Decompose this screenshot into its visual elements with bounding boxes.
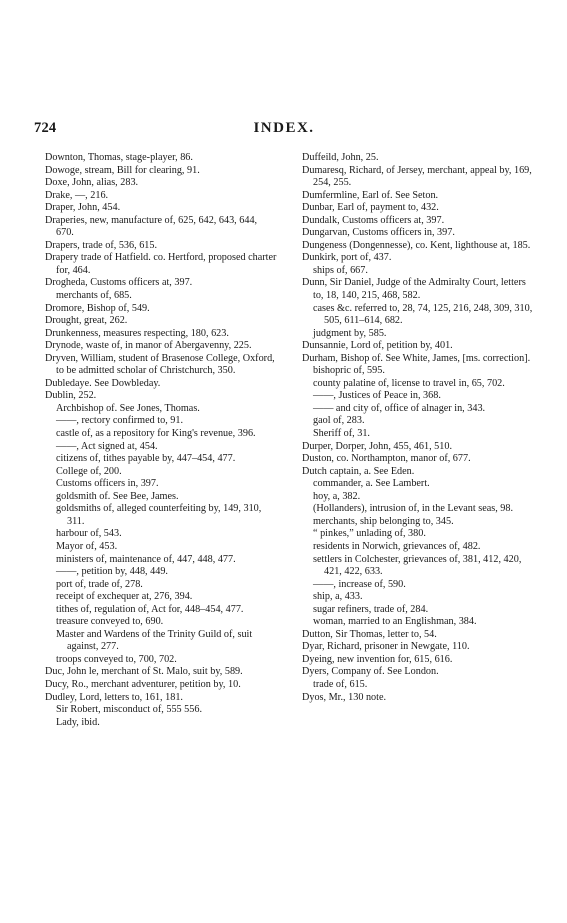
index-subentry [302,541,535,554]
index-entry-text: Ducy, Ro., merchant adventurer, petition by, 10. [45,678,241,690]
index-entry-text: ——, petition by, 448, 449. [56,566,168,578]
index-subentry [302,328,535,341]
index-entry-text: Dublin, 252. [45,390,97,402]
index-entry-text: Dryven, William, student of Brasenose College, Oxford, to be admitted scholar of Christchurch, 350. [45,352,275,377]
index-entry-text: Dunkirk, port of, 437. [302,252,392,264]
index-subentry [45,566,277,579]
index-entry [45,692,277,705]
index-entry-text: Dunsannie, Lord of, petition by, 401. [302,340,453,352]
index-entry [45,340,277,353]
index-subentry [45,591,277,604]
index-entry-text: Dyers, Company of. See London. [302,666,439,678]
index-subentry [302,390,535,403]
index-entry-text: (Hollanders), intrusion of, in the Levant seas, 98. [313,503,514,515]
index-entry [302,654,535,667]
index-entry-text: Doxe, John, alias, 283. [45,177,139,189]
index-entry [45,202,277,215]
index-entry [302,353,535,366]
index-entry-text: county palatine of, license to travel in, 65, 702. [313,377,505,389]
index-entry-text: Dyeing, new invention for, 615, 616. [302,653,453,665]
index-entry-text: sugar refiners, trade of, 284. [313,603,429,615]
index-entry-text: Dromore, Bishop of, 549. [45,302,150,314]
index-entry [302,641,535,654]
index-entry [302,227,535,240]
index-entry-text: castle of, as a repository for King's revenue, 396. [56,428,256,440]
index-subentry [302,591,535,604]
index-entry-text: commander, a. See Lambert. [313,478,430,490]
index-entry-text: “ pinkes,” unlading of, 380. [313,528,426,540]
index-entry-text: residents in Norwich, grievances of, 482. [313,540,481,552]
index-entry-text: —— and city of, office of alnager in, 343. [313,402,486,414]
index-subentry [45,415,277,428]
index-entry-text: Dunbar, Earl of, payment to, 432. [302,202,439,214]
index-entry-text: Drunkenness, measures respecting, 180, 623. [45,327,229,339]
index-entry-text: goldsmiths of, alleged counterfeiting by, 149, 310, 311. [56,503,262,527]
index-subentry [302,616,535,629]
index-entry [45,177,277,190]
index-subentry [302,528,535,541]
index-entry-text: Sir Robert, misconduct of, 555 556. [56,704,203,716]
index-subentry [45,453,277,466]
index-entry [302,202,535,215]
index-entry-text: judgment by, 585. [313,327,387,339]
index-entry-text: Dutton, Sir Thomas, letter to, 54. [302,628,437,640]
index-subentry [302,415,535,428]
index-subentry [302,265,535,278]
page-number: 724 [34,120,57,136]
index-entry-text: Lady, ibid. [56,716,100,728]
index-entry-text: Dungarvan, Customs officers in, 397. [302,227,455,239]
index-entry-text: Drogheda, Customs officers at, 397. [45,277,193,289]
index-entry-text: receipt of exchequer at, 276, 394. [56,591,193,603]
index-entry-text: ship, a, 433. [313,591,363,603]
index-subentry [45,579,277,592]
index-entry-text: settlers in Colchester, grievances of, 381, 412, 420, 421, 422, 633. [313,553,522,578]
index-entry-text: Dowoge, stream, Bill for clearing, 91. [45,164,200,176]
page-header [34,120,534,138]
index-entry-text: harbour of, 543. [56,528,122,540]
index-subentry [45,554,277,567]
index-entry [45,679,277,692]
index-entry-text: ——, Justices of Peace in, 368. [313,390,441,402]
index-entry-text: Draper, John, 454. [45,202,121,214]
index-subentry [302,554,535,579]
index-entry-text: Duc, John le, merchant of St. Malo, suit by, 589. [45,666,243,678]
index-entry [302,453,535,466]
index-entry [302,152,535,165]
index-entry-text: College of, 200. [56,465,122,477]
index-subentry [45,616,277,629]
index-entry-text: Customs officers in, 397. [56,478,159,490]
index-entry-text: Duston, co. Northampton, manor of, 677. [302,453,471,465]
index-entry [302,666,535,679]
index-entry [45,328,277,341]
index-subentry [302,478,535,491]
index-column-right [302,152,535,704]
index-entry [302,441,535,454]
index-entry-text: Dubledaye. See Dowbleday. [45,377,161,389]
index-subentry [45,629,277,654]
index-entry-text: merchants, ship belonging to, 345. [313,515,454,527]
index-entry-text: citizens of, tithes payable by, 447–454, 477. [56,453,236,465]
index-entry-text: Mayor of, 453. [56,540,118,552]
index-entry [45,353,277,378]
index-entry-text: Master and Wardens of the Trinity Guild of, suit against, 277. [56,628,253,653]
index-entry-text: Dundalk, Customs officers at, 397. [302,214,445,226]
index-subentry [45,491,277,504]
index-subentry [45,717,277,730]
index-entry-text: Drake, —, 216. [45,189,109,201]
index-entry-text: Dyos, Mr., 130 note. [302,691,387,703]
index-entry-text: woman, married to an Englishman, 384. [313,616,477,628]
index-entry-text: Durham, Bishop of. See White, James, [ms. correction]. [302,352,531,364]
index-subentry [45,503,277,528]
index-entry [302,165,535,190]
index-entry [302,240,535,253]
index-entry [45,378,277,391]
index-entry [45,152,277,165]
index-entry [45,315,277,328]
index-entry-text: cases &c. referred to, 28, 74, 125, 216, 248, 309, 310, 505, 611–614, 682. [313,302,533,327]
index-entry-text: Draperies, new, manufacture of, 625, 642, 643, 644, 670. [45,214,258,239]
index-subentry [45,541,277,554]
index-subentry [302,679,535,692]
index-entry-text: goldsmith of. See Bee, James. [56,490,179,502]
index-subentry [45,290,277,303]
index-entry-text: Dyar, Richard, prisoner in Newgate, 110. [302,641,470,653]
index-entry-text: Dungeness (Dongennesse), co. Kent, lighthouse at, 185. [302,239,531,251]
index-entry-text: trade of, 615. [313,678,368,690]
index-entry-text: Dumfermline, Earl of. See Seton. [302,189,439,201]
index-entry-text: Downton, Thomas, stage-player, 86. [45,152,193,163]
index-entry [302,340,535,353]
running-head: INDEX. [253,120,315,136]
index-entry-text: troops conveyed to, 700, 702. [56,653,177,665]
index-column-left [45,152,277,729]
index-entry-text: Drynode, waste of, in manor of Abergavenny, 225. [45,340,252,352]
index-subentry [45,704,277,717]
index-subentry [302,516,535,529]
index-entry [302,692,535,705]
index-entry [302,466,535,479]
index-entry [45,215,277,240]
index-entry-text: ministers of, maintenance of, 447, 448, 477. [56,553,236,565]
index-subentry [302,365,535,378]
index-subentry [302,403,535,416]
index-subentry [45,654,277,667]
index-subentry [302,503,535,516]
index-entry-text: tithes of, regulation of, Act for, 448–454, 477. [56,603,244,615]
index-entry-text: Sheriff of, 31. [313,428,370,440]
index-entry-text: Drapery trade of Hatfield. co. Hertford, proposed charter for, 464. [45,252,277,276]
index-entry-text: merchants of, 685. [56,290,132,302]
index-subentry [45,466,277,479]
index-entry-text: Archbishop of. See Jones, Thomas. [56,402,200,414]
index-entry-text: ——, rectory confirmed to, 91. [56,415,184,427]
index-entry-text: Duffeild, John, 25. [302,152,379,163]
index-entry [45,277,277,290]
index-subentry [45,478,277,491]
index-subentry [302,579,535,592]
index-entry-text: Dunn, Sir Daniel, Judge of the Admiralty Court, letters to, 18, 140, 215, 468, 582. [302,277,526,302]
index-subentry [45,604,277,617]
index-entry [45,252,277,277]
index-entry-text: Dudley, Lord, letters to, 161, 181. [45,691,183,703]
index-entry-text: Drought, great, 262. [45,315,128,327]
index-entry-text: Durper, Dorper, John, 455, 461, 510. [302,440,452,452]
index-entry [45,303,277,316]
index-subentry [45,528,277,541]
index-entry-text: hoy, a, 382. [313,490,361,502]
index-subentry [302,428,535,441]
index-entry [45,240,277,253]
index-subentry [302,491,535,504]
index-subentry [302,604,535,617]
index-entry [302,215,535,228]
index-entry [45,190,277,203]
index-subentry [45,403,277,416]
index-entry-text: Dumaresq, Richard, of Jersey, merchant, appeal by, 169, 254, 255. [302,164,532,189]
index-entry-text: ——, Act signed at, 454. [56,440,158,452]
index-entry-text: ships of, 667. [313,264,368,276]
index-entry-text: ——, increase of, 590. [313,578,406,590]
index-entry-text: bishopric of, 595. [313,365,385,377]
index-entry [302,629,535,642]
index-entry-text: treasure conveyed to, 690. [56,616,164,628]
index-entry-text: Drapers, trade of, 536, 615. [45,239,158,251]
index-entry [302,277,535,302]
index-entry [45,165,277,178]
index-subentry [302,378,535,391]
index-subentry [302,303,535,328]
index-entry-text: Dutch captain, a. See Eden. [302,465,415,477]
index-entry [45,390,277,403]
index-entry-text: port of, trade of, 278. [56,578,143,590]
index-entry-text: gaol of, 283. [313,415,365,427]
index-subentry [45,441,277,454]
index-entry [302,190,535,203]
index-entry [302,252,535,265]
index-entry [45,666,277,679]
index-subentry [45,428,277,441]
